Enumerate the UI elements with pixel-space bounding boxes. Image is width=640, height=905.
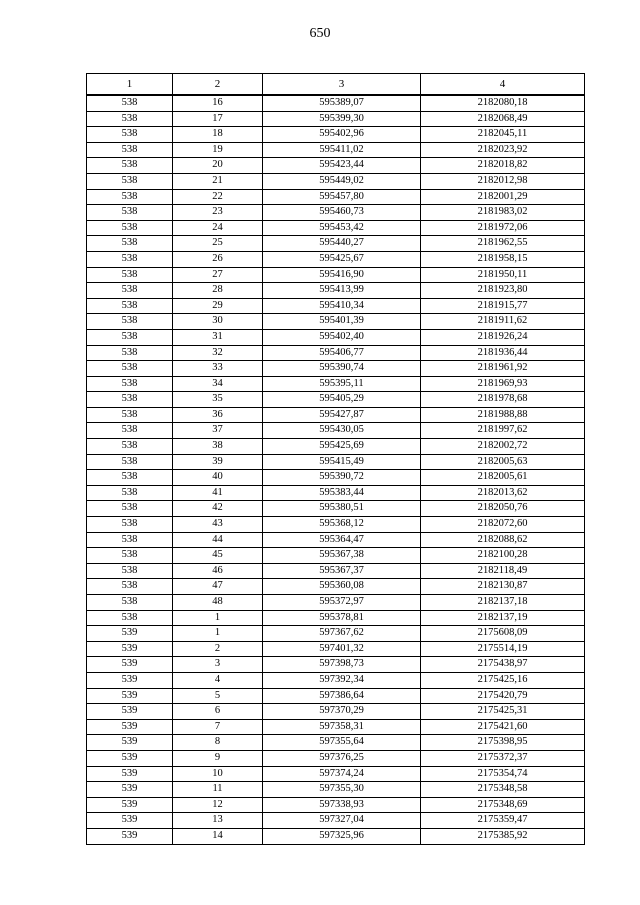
table-row — [87, 298, 585, 314]
table-cell-col-3: 597325,96 — [263, 828, 421, 844]
table-cell-col-4: 2175425,16 — [421, 672, 585, 688]
table-cell-col-1: 538 — [87, 454, 173, 470]
table-cell-col-1: 538 — [87, 142, 173, 158]
table-cell-col-3: 595440,27 — [263, 236, 421, 252]
table-row — [87, 158, 585, 174]
table-cell-col-3: 595406,77 — [263, 345, 421, 361]
column-header-3: 3 — [263, 74, 421, 96]
table-cell-col-3: 595416,90 — [263, 267, 421, 283]
column-header-2: 2 — [173, 74, 263, 96]
table-row — [87, 750, 585, 766]
table-cell-col-3: 597386,64 — [263, 688, 421, 704]
table-cell-col-2: 1 — [173, 610, 263, 626]
table-cell-col-1: 539 — [87, 828, 173, 844]
table-cell-col-3: 597355,30 — [263, 782, 421, 798]
table-cell-col-3: 597398,73 — [263, 657, 421, 673]
table-row — [87, 329, 585, 345]
table-row — [87, 361, 585, 377]
table-cell-col-3: 595402,40 — [263, 329, 421, 345]
table-cell-col-3: 595415,49 — [263, 454, 421, 470]
table-cell-col-2: 21 — [173, 173, 263, 189]
table-cell-col-4: 2175354,74 — [421, 766, 585, 782]
table-row — [87, 283, 585, 299]
table-cell-col-4: 2175425,31 — [421, 704, 585, 720]
table-cell-col-1: 539 — [87, 672, 173, 688]
table-cell-col-1: 538 — [87, 111, 173, 127]
table-row — [87, 470, 585, 486]
table-cell-col-3: 595401,39 — [263, 314, 421, 330]
table-cell-col-4: 2182005,61 — [421, 470, 585, 486]
table-cell-col-3: 595360,08 — [263, 579, 421, 595]
table-cell-col-1: 538 — [87, 283, 173, 299]
table-cell-col-2: 20 — [173, 158, 263, 174]
table-cell-col-3: 597392,34 — [263, 672, 421, 688]
table-row — [87, 563, 585, 579]
table-cell-col-1: 539 — [87, 688, 173, 704]
table-row — [87, 610, 585, 626]
table-cell-col-4: 2175348,58 — [421, 782, 585, 798]
table-cell-col-3: 595380,51 — [263, 501, 421, 517]
table-cell-col-3: 597327,04 — [263, 813, 421, 829]
table-cell-col-2: 47 — [173, 579, 263, 595]
table-cell-col-1: 538 — [87, 392, 173, 408]
table-cell-col-2: 26 — [173, 251, 263, 267]
table-row — [87, 688, 585, 704]
table-row — [87, 485, 585, 501]
table-cell-col-1: 538 — [87, 298, 173, 314]
table-cell-col-3: 595368,12 — [263, 517, 421, 533]
table-cell-col-1: 538 — [87, 517, 173, 533]
table-cell-col-3: 595395,11 — [263, 376, 421, 392]
table-cell-col-3: 595389,07 — [263, 95, 421, 111]
table-cell-col-4: 2181936,44 — [421, 345, 585, 361]
table-cell-col-1: 538 — [87, 376, 173, 392]
table-cell-col-3: 595423,44 — [263, 158, 421, 174]
table-cell-col-2: 42 — [173, 501, 263, 517]
table-cell-col-2: 48 — [173, 595, 263, 611]
table-cell-col-1: 538 — [87, 189, 173, 205]
table-cell-col-3: 595425,67 — [263, 251, 421, 267]
table-row — [87, 626, 585, 642]
table-cell-col-1: 539 — [87, 782, 173, 798]
table-cell-col-3: 595411,02 — [263, 142, 421, 158]
table-cell-col-2: 43 — [173, 517, 263, 533]
table-row — [87, 392, 585, 408]
table-cell-col-1: 538 — [87, 329, 173, 345]
table-cell-col-4: 2181962,55 — [421, 236, 585, 252]
table-cell-col-3: 597370,29 — [263, 704, 421, 720]
table-cell-col-2: 45 — [173, 548, 263, 564]
table-cell-col-4: 2181972,06 — [421, 220, 585, 236]
table-cell-col-4: 2182023,92 — [421, 142, 585, 158]
table-cell-col-2: 46 — [173, 563, 263, 579]
table-cell-col-1: 539 — [87, 766, 173, 782]
table-cell-col-4: 2181988,88 — [421, 407, 585, 423]
table-cell-col-4: 2182012,98 — [421, 173, 585, 189]
table-cell-col-1: 538 — [87, 423, 173, 439]
table-cell-col-2: 9 — [173, 750, 263, 766]
table-cell-col-4: 2181950,11 — [421, 267, 585, 283]
table-cell-col-2: 29 — [173, 298, 263, 314]
table-cell-col-3: 595378,81 — [263, 610, 421, 626]
table-cell-col-4: 2182001,29 — [421, 189, 585, 205]
table-cell-col-4: 2182088,62 — [421, 532, 585, 548]
table-cell-col-3: 595364,47 — [263, 532, 421, 548]
table-cell-col-4: 2182013,62 — [421, 485, 585, 501]
table-row — [87, 501, 585, 517]
table-cell-col-2: 40 — [173, 470, 263, 486]
table-cell-col-2: 27 — [173, 267, 263, 283]
table-row — [87, 407, 585, 423]
table-row — [87, 672, 585, 688]
table-cell-col-4: 2181926,24 — [421, 329, 585, 345]
table-cell-col-1: 538 — [87, 127, 173, 143]
table-cell-col-1: 538 — [87, 251, 173, 267]
table-cell-col-4: 2181983,02 — [421, 205, 585, 221]
page-number: 650 — [309, 26, 331, 41]
table-cell-col-4: 2181969,93 — [421, 376, 585, 392]
table-cell-col-3: 595413,99 — [263, 283, 421, 299]
table-cell-col-1: 539 — [87, 797, 173, 813]
table-cell-col-2: 37 — [173, 423, 263, 439]
table-cell-col-2: 30 — [173, 314, 263, 330]
table-cell-col-3: 595399,30 — [263, 111, 421, 127]
table-cell-col-1: 538 — [87, 579, 173, 595]
table-cell-col-2: 5 — [173, 688, 263, 704]
table-cell-col-4: 2175348,69 — [421, 797, 585, 813]
table-row — [87, 205, 585, 221]
table-cell-col-1: 538 — [87, 548, 173, 564]
table-cell-col-2: 35 — [173, 392, 263, 408]
table-cell-col-1: 538 — [87, 485, 173, 501]
table-row — [87, 517, 585, 533]
table-cell-col-4: 2182100,28 — [421, 548, 585, 564]
table-cell-col-2: 19 — [173, 142, 263, 158]
table-cell-col-2: 6 — [173, 704, 263, 720]
table-row — [87, 251, 585, 267]
table-cell-col-1: 538 — [87, 173, 173, 189]
table-header-row — [87, 74, 585, 96]
table-row — [87, 111, 585, 127]
table-cell-col-2: 17 — [173, 111, 263, 127]
table-cell-col-2: 44 — [173, 532, 263, 548]
table-cell-col-1: 538 — [87, 563, 173, 579]
table-row — [87, 735, 585, 751]
table-cell-col-1: 539 — [87, 719, 173, 735]
table-cell-col-4: 2182080,18 — [421, 95, 585, 111]
table-cell-col-1: 539 — [87, 657, 173, 673]
table-row — [87, 454, 585, 470]
column-header-4: 4 — [421, 74, 585, 96]
table-row — [87, 142, 585, 158]
table-row — [87, 595, 585, 611]
table-row — [87, 189, 585, 205]
table-cell-col-2: 36 — [173, 407, 263, 423]
table-cell-col-4: 2175514,19 — [421, 641, 585, 657]
table-row — [87, 439, 585, 455]
coordinates-table — [86, 73, 585, 845]
table-cell-col-3: 595453,42 — [263, 220, 421, 236]
table-cell-col-2: 32 — [173, 345, 263, 361]
table-cell-col-4: 2182002,72 — [421, 439, 585, 455]
table-cell-col-3: 597367,62 — [263, 626, 421, 642]
table-cell-col-4: 2182130,87 — [421, 579, 585, 595]
table-cell-col-2: 16 — [173, 95, 263, 111]
table-row — [87, 95, 585, 111]
table-cell-col-3: 597338,93 — [263, 797, 421, 813]
table-cell-col-4: 2181961,92 — [421, 361, 585, 377]
table-cell-col-2: 39 — [173, 454, 263, 470]
table-cell-col-1: 539 — [87, 626, 173, 642]
table-cell-col-2: 11 — [173, 782, 263, 798]
table-cell-col-4: 2181978,68 — [421, 392, 585, 408]
table-cell-col-2: 3 — [173, 657, 263, 673]
table-cell-col-4: 2175420,79 — [421, 688, 585, 704]
table-cell-col-3: 595427,87 — [263, 407, 421, 423]
table-cell-col-4: 2182050,76 — [421, 501, 585, 517]
table-cell-col-2: 41 — [173, 485, 263, 501]
table-cell-col-1: 538 — [87, 595, 173, 611]
table-cell-col-3: 595425,69 — [263, 439, 421, 455]
table-cell-col-3: 595410,34 — [263, 298, 421, 314]
table-cell-col-3: 597355,64 — [263, 735, 421, 751]
table-cell-col-4: 2182137,19 — [421, 610, 585, 626]
table-cell-col-2: 24 — [173, 220, 263, 236]
table-cell-col-1: 538 — [87, 501, 173, 517]
table-row — [87, 797, 585, 813]
table-cell-col-3: 595449,02 — [263, 173, 421, 189]
table-row — [87, 704, 585, 720]
table-cell-col-1: 538 — [87, 532, 173, 548]
table-cell-col-2: 13 — [173, 813, 263, 829]
table-cell-col-4: 2181915,77 — [421, 298, 585, 314]
table-cell-col-3: 595367,38 — [263, 548, 421, 564]
table-cell-col-2: 4 — [173, 672, 263, 688]
table-cell-col-4: 2181923,80 — [421, 283, 585, 299]
table-cell-col-2: 22 — [173, 189, 263, 205]
table-cell-col-4: 2181958,15 — [421, 251, 585, 267]
table-cell-col-4: 2182068,49 — [421, 111, 585, 127]
table-cell-col-1: 539 — [87, 735, 173, 751]
table-row — [87, 173, 585, 189]
table-row — [87, 766, 585, 782]
table-cell-col-3: 597376,25 — [263, 750, 421, 766]
table-row — [87, 548, 585, 564]
table-cell-col-2: 10 — [173, 766, 263, 782]
table-cell-col-1: 538 — [87, 610, 173, 626]
table-cell-col-1: 539 — [87, 813, 173, 829]
table-row — [87, 532, 585, 548]
table-cell-col-2: 14 — [173, 828, 263, 844]
table-cell-col-1: 539 — [87, 704, 173, 720]
table-cell-col-3: 595372,97 — [263, 595, 421, 611]
table-cell-col-2: 23 — [173, 205, 263, 221]
table-cell-col-4: 2182137,18 — [421, 595, 585, 611]
table-row — [87, 267, 585, 283]
table-cell-col-2: 28 — [173, 283, 263, 299]
table-row — [87, 236, 585, 252]
table-cell-col-4: 2175398,95 — [421, 735, 585, 751]
table-cell-col-1: 538 — [87, 407, 173, 423]
table-cell-col-2: 34 — [173, 376, 263, 392]
table-cell-col-3: 595402,96 — [263, 127, 421, 143]
table-cell-col-3: 595390,72 — [263, 470, 421, 486]
table-cell-col-3: 597358,31 — [263, 719, 421, 735]
table-cell-col-4: 2181911,62 — [421, 314, 585, 330]
table-cell-col-4: 2182005,63 — [421, 454, 585, 470]
table-cell-col-4: 2175385,92 — [421, 828, 585, 844]
table-cell-col-3: 595405,29 — [263, 392, 421, 408]
table-row — [87, 220, 585, 236]
table-cell-col-4: 2182018,82 — [421, 158, 585, 174]
table-cell-col-1: 538 — [87, 470, 173, 486]
table-cell-col-4: 2175359,47 — [421, 813, 585, 829]
table-cell-col-3: 595430,05 — [263, 423, 421, 439]
table-cell-col-1: 538 — [87, 205, 173, 221]
table-cell-col-3: 595457,80 — [263, 189, 421, 205]
table-row — [87, 423, 585, 439]
table-cell-col-3: 595367,37 — [263, 563, 421, 579]
table-cell-col-3: 595383,44 — [263, 485, 421, 501]
table-cell-col-2: 38 — [173, 439, 263, 455]
table-row — [87, 719, 585, 735]
table-row — [87, 782, 585, 798]
table-cell-col-1: 538 — [87, 361, 173, 377]
table-cell-col-4: 2182045,11 — [421, 127, 585, 143]
table-cell-col-4: 2175608,09 — [421, 626, 585, 642]
table-row — [87, 345, 585, 361]
table-cell-col-1: 539 — [87, 641, 173, 657]
table-cell-col-1: 538 — [87, 158, 173, 174]
table-row — [87, 828, 585, 844]
table-cell-col-4: 2182118,49 — [421, 563, 585, 579]
table-row — [87, 314, 585, 330]
table-cell-col-3: 597401,32 — [263, 641, 421, 657]
table-cell-col-3: 595390,74 — [263, 361, 421, 377]
table-cell-col-3: 597374,24 — [263, 766, 421, 782]
table-cell-col-2: 2 — [173, 641, 263, 657]
table-row — [87, 813, 585, 829]
table-cell-col-2: 31 — [173, 329, 263, 345]
table-cell-col-1: 538 — [87, 345, 173, 361]
table-cell-col-1: 538 — [87, 439, 173, 455]
column-header-1: 1 — [87, 74, 173, 96]
table-cell-col-1: 538 — [87, 220, 173, 236]
table-cell-col-4: 2175421,60 — [421, 719, 585, 735]
table-row — [87, 641, 585, 657]
table-cell-col-4: 2182072,60 — [421, 517, 585, 533]
table-cell-col-2: 33 — [173, 361, 263, 377]
table-cell-col-3: 595460,73 — [263, 205, 421, 221]
table-cell-col-2: 12 — [173, 797, 263, 813]
table-row — [87, 127, 585, 143]
table-cell-col-2: 1 — [173, 626, 263, 642]
table-cell-col-2: 7 — [173, 719, 263, 735]
table-cell-col-1: 538 — [87, 314, 173, 330]
table-cell-col-4: 2181997,62 — [421, 423, 585, 439]
table-body — [87, 95, 585, 844]
table-cell-col-4: 2175438,97 — [421, 657, 585, 673]
table-cell-col-2: 18 — [173, 127, 263, 143]
table-cell-col-1: 538 — [87, 267, 173, 283]
table-cell-col-2: 25 — [173, 236, 263, 252]
table-cell-col-4: 2175372,37 — [421, 750, 585, 766]
table-cell-col-2: 8 — [173, 735, 263, 751]
table-row — [87, 376, 585, 392]
table-cell-col-1: 538 — [87, 95, 173, 111]
table-row — [87, 579, 585, 595]
table-cell-col-1: 539 — [87, 750, 173, 766]
table-row — [87, 657, 585, 673]
table-cell-col-1: 538 — [87, 236, 173, 252]
